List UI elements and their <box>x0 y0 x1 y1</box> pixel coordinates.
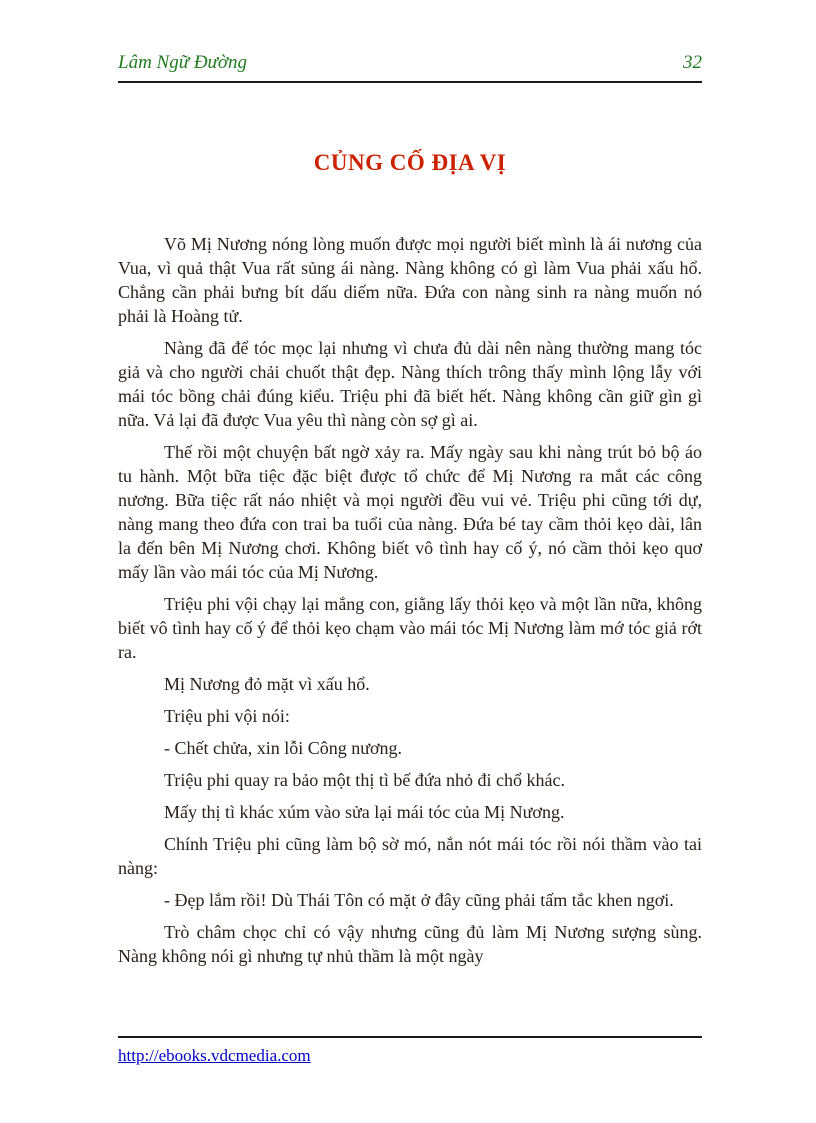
body-paragraph: Trò châm chọc chỉ có vậy nhưng cũng đủ làm Mị Nương sượng sùng. Nàng không nói gì nhưng tự nhủ thầm là một ngày <box>118 922 702 966</box>
body-paragraph: Triệu phi vội nói: <box>164 706 290 726</box>
header-page-number: 32 <box>683 52 702 73</box>
footer-link[interactable]: http://ebooks.vdcmedia.com <box>118 1046 311 1065</box>
header-author: Lâm Ngữ Đường <box>118 52 248 73</box>
body-paragraph: Chính Triệu phi cũng làm bộ sờ mó, nắn nót mái tóc rồi nói thầm vào tai nàng: <box>118 834 702 878</box>
body-paragraph: Võ Mị Nương nóng lòng muốn được mọi người biết mình là ái nương của Vua, vì quả thật Vua rất sủng ái nàng. Nàng không có gì làm Vua phải xấu hổ. Chẳng cần phải bưng bít dấu diếm nữa. Đứa con nàng sinh ra nàng muốn nó phải là Hoàng tử. <box>118 234 702 326</box>
body-paragraph: Mấy thị tì khác xúm vào sửa lại mái tóc của Mị Nương. <box>164 802 565 822</box>
body-paragraph: Mị Nương đỏ mặt vì xấu hổ. <box>164 674 370 694</box>
body-paragraph: Triệu phi quay ra bảo một thị tì bế đứa nhỏ đi chổ khác. <box>164 770 566 790</box>
page-header <box>118 52 702 83</box>
body-paragraph: Triệu phi vội chạy lại mắng con, giằng lấy thỏi kẹo và một lần nữa, không biết vô tình hay cố ý để thỏi kẹo chạm vào mái tóc Mị Nương làm mớ tóc giả rớt ra. <box>118 594 702 662</box>
body-paragraph: Nàng đã để tóc mọc lại nhưng vì chưa đủ dài nên nàng thường mang tóc giả và cho người chải chuốt thật đẹp. Nàng thích trông thấy mình lộng lẫy với mái tóc bồng chải đúng kiểu. Triệu phi đã biết hết. Nàng không cần giữ gìn gì nữa. Vả lại đã được Vua yêu thì nàng còn sợ gì ai. <box>118 338 702 430</box>
page-title: CỦNG CỐ ĐỊA VỊ <box>313 150 507 175</box>
body-text <box>118 232 702 976</box>
page-footer <box>118 1036 702 1066</box>
body-paragraph: - Đẹp lắm rồi! Dù Thái Tôn có mặt ở đây cũng phải tấm tắc khen ngơi. <box>164 890 674 910</box>
body-paragraph: Thế rồi một chuyện bất ngờ xảy ra. Mấy ngày sau khi nàng trút bỏ bộ áo tu hành. Một bữa tiệc đặc biệt được tổ chức để Mị Nương ra mắt các công nương. Bữa tiệc rất náo nhiệt và mọi người đều vui vẻ. Triệu phi cũng tới dự, nàng mang theo đứa con trai ba tuổi của nàng. Đứa bé tay cầm thỏi kẹo dài, lân la đến bên Mị Nương chơi. Không biết vô tình hay cố ý, nó cầm thỏi kẹo quơ mấy lần vào mái tóc của Mị Nương. <box>118 442 702 582</box>
body-paragraph: - Chết chửa, xin lỗi Công nương. <box>164 738 403 758</box>
